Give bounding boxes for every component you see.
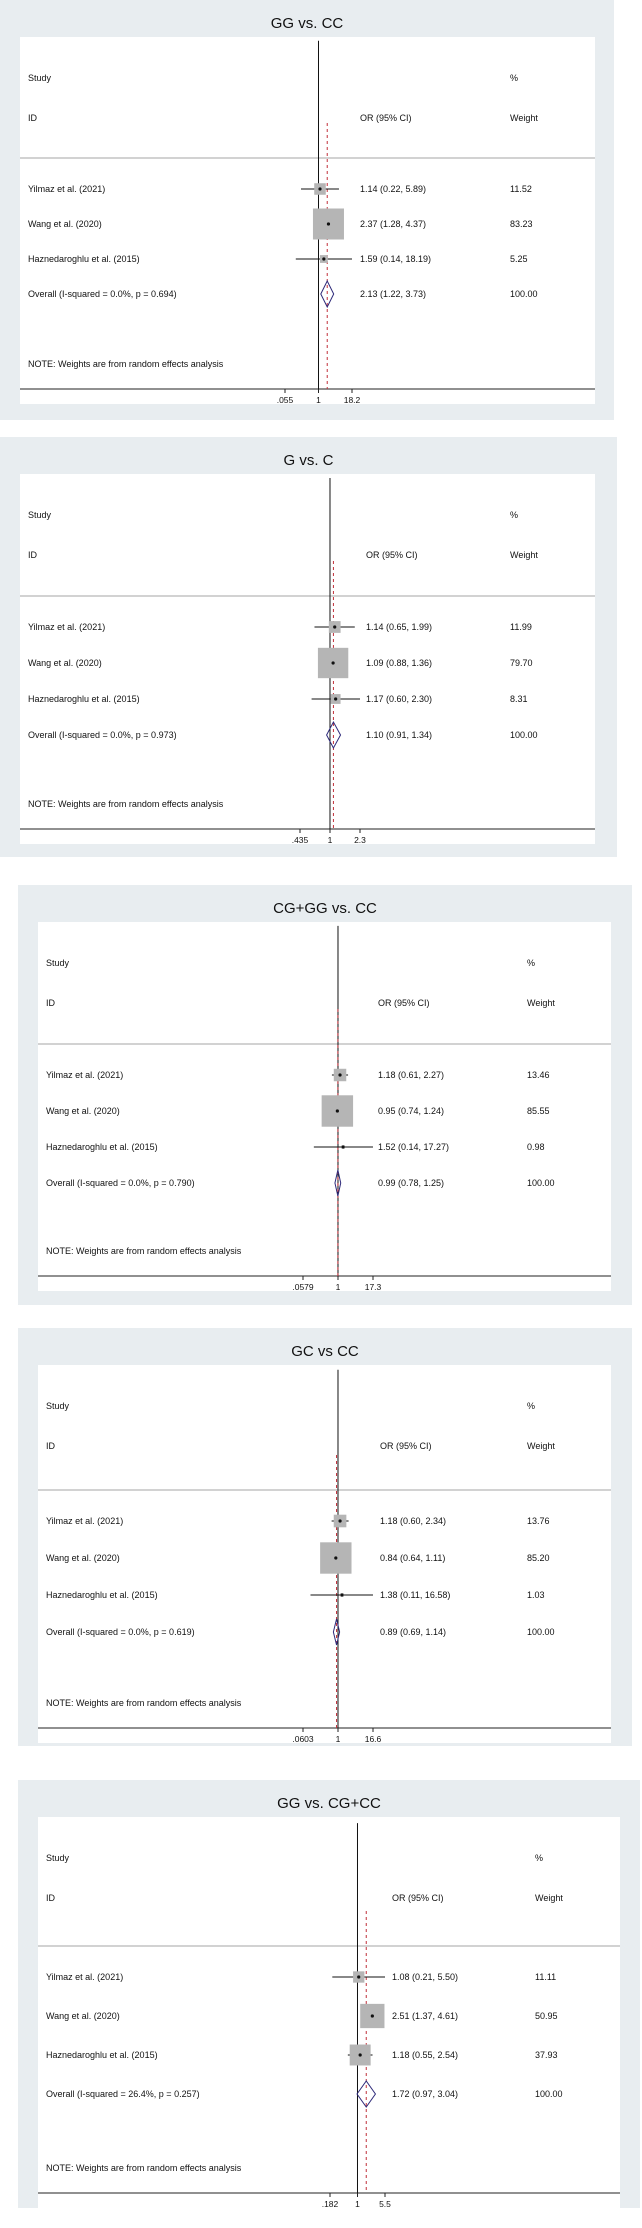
study-weight: 8.31 [510, 694, 528, 704]
study-header: Study [46, 1401, 70, 1411]
overall-label: Overall (I-squared = 0.0%, p = 0.973) [28, 730, 177, 740]
study-or-ci: 1.59 (0.14, 18.19) [360, 254, 432, 264]
plot-background [38, 1817, 620, 2208]
point-estimate [357, 1975, 360, 1978]
study-header: Study [46, 1853, 70, 1863]
weights-note: NOTE: Weights are from random effects analysis [28, 359, 224, 369]
point-estimate [318, 187, 321, 190]
study-or-ci: 1.38 (0.11, 16.58) [380, 1590, 451, 1600]
study-name: Wang et al. (2020) [28, 658, 102, 668]
weight-header: Weight [510, 550, 538, 560]
study-header: Study [46, 958, 70, 968]
weights-note: NOTE: Weights are from random effects analysis [28, 799, 224, 809]
chart-title: GG vs. CC [270, 15, 344, 32]
weights-note: NOTE: Weights are from random effects analysis [46, 1698, 242, 1708]
study-or-ci: 1.17 (0.60, 2.30) [366, 694, 433, 704]
percent-header: % [510, 510, 519, 520]
x-tick-label: 1 [327, 835, 333, 845]
overall-or-ci: 2.13 (1.22, 3.73) [360, 289, 427, 299]
forest-panel [18, 1328, 632, 1746]
study-or-ci: 1.08 (0.21, 5.50) [392, 1972, 459, 1982]
x-tick-label: .055 [276, 395, 294, 405]
study-header: Study [28, 73, 52, 83]
x-tick-label: .435 [291, 835, 309, 845]
or-header: OR (95% CI) [380, 1441, 432, 1451]
x-tick-label: 1 [335, 1734, 341, 1744]
x-tick-label: 5.5 [379, 2199, 391, 2209]
study-weight: 85.20 [527, 1553, 550, 1563]
study-name: Yilmaz et al. (2021) [28, 184, 106, 194]
chart-title: CG+GG vs. CC [273, 900, 377, 917]
id-header: ID [46, 1441, 55, 1451]
point-estimate [336, 1109, 339, 1112]
forest-panel [0, 437, 617, 857]
study-weight: 83.23 [510, 219, 533, 229]
percent-header: % [535, 1853, 544, 1863]
id-header: ID [46, 1893, 55, 1903]
overall-or-ci: 1.72 (0.97, 3.04) [392, 2089, 459, 2099]
forest-plot [38, 1365, 611, 1763]
x-tick-label: 1 [335, 1282, 341, 1292]
study-name: Haznedaroghlu et al. (2015) [46, 1590, 158, 1600]
study-weight: 50.95 [535, 2011, 558, 2021]
study-or-ci: 2.37 (1.28, 4.37) [360, 219, 427, 229]
x-tick-label: .182 [321, 2199, 339, 2209]
id-header: ID [28, 550, 37, 560]
study-weight: 0.98 [527, 1142, 545, 1152]
point-estimate [371, 2014, 374, 2017]
study-name: Haznedaroghlu et al. (2015) [46, 2050, 158, 2060]
study-weight: 13.46 [527, 1070, 550, 1080]
study-or-ci: 1.14 (0.22, 5.89) [360, 184, 427, 194]
study-or-ci: 1.09 (0.88, 1.36) [366, 658, 433, 668]
overall-or-ci: 0.99 (0.78, 1.25) [378, 1178, 445, 1188]
study-header: Study [28, 510, 52, 520]
id-header: ID [46, 998, 55, 1008]
point-estimate [334, 697, 337, 700]
study-name: Yilmaz et al. (2021) [46, 1972, 124, 1982]
overall-label: Overall (I-squared = 0.0%, p = 0.694) [28, 289, 177, 299]
or-header: OR (95% CI) [366, 550, 418, 560]
weights-note: NOTE: Weights are from random effects analysis [46, 1246, 242, 1256]
weights-note: NOTE: Weights are from random effects analysis [46, 2163, 242, 2173]
point-estimate [359, 2053, 362, 2056]
x-tick-label: 2.3 [354, 835, 366, 845]
overall-weight: 100.00 [510, 730, 538, 740]
plot-background [20, 474, 595, 844]
study-weight: 11.52 [510, 184, 532, 194]
study-name: Yilmaz et al. (2021) [46, 1516, 124, 1526]
forest-plot [38, 1817, 620, 2228]
overall-label: Overall (I-squared = 0.0%, p = 0.619) [46, 1627, 195, 1637]
study-name: Wang et al. (2020) [46, 2011, 120, 2021]
study-name: Haznedaroghlu et al. (2015) [46, 1142, 158, 1152]
id-header: ID [28, 113, 37, 123]
study-name: Haznedaroghlu et al. (2015) [28, 254, 140, 264]
point-estimate [327, 222, 330, 225]
study-weight: 5.25 [510, 254, 528, 264]
point-estimate [333, 625, 336, 628]
forest-plot [20, 37, 595, 424]
forest-plot [20, 474, 595, 864]
or-header: OR (95% CI) [360, 113, 412, 123]
study-name: Haznedaroghlu et al. (2015) [28, 694, 140, 704]
weight-header: Weight [527, 998, 555, 1008]
point-estimate [340, 1593, 343, 1596]
overall-or-ci: 1.10 (0.91, 1.34) [366, 730, 433, 740]
weight-header: Weight [527, 1441, 555, 1451]
study-name: Yilmaz et al. (2021) [28, 622, 106, 632]
overall-or-ci: 0.89 (0.69, 1.14) [380, 1627, 447, 1637]
study-weight: 1.03 [527, 1590, 545, 1600]
x-tick-label: 17.3 [364, 1282, 382, 1292]
study-or-ci: 0.95 (0.74, 1.24) [378, 1106, 445, 1116]
overall-weight: 100.00 [527, 1178, 555, 1188]
plot-background [20, 37, 595, 404]
x-tick-label: .0603 [292, 1734, 314, 1744]
x-tick-label: .0579 [292, 1282, 314, 1292]
weight-header: Weight [535, 1893, 563, 1903]
study-or-ci: 1.18 (0.55, 2.54) [392, 2050, 459, 2060]
overall-label: Overall (I-squared = 0.0%, p = 0.790) [46, 1178, 195, 1188]
overall-weight: 100.00 [527, 1627, 555, 1637]
forest-panel [18, 1780, 640, 2208]
study-or-ci: 2.51 (1.37, 4.61) [392, 2011, 459, 2021]
point-estimate [331, 661, 334, 664]
point-estimate [338, 1073, 341, 1076]
overall-label: Overall (I-squared = 26.4%, p = 0.257) [46, 2089, 200, 2099]
percent-header: % [527, 958, 536, 968]
study-weight: 85.55 [527, 1106, 550, 1116]
x-tick-label: 16.6 [364, 1734, 382, 1744]
study-or-ci: 1.18 (0.61, 2.27) [378, 1070, 445, 1080]
study-name: Wang et al. (2020) [46, 1553, 120, 1563]
study-name: Wang et al. (2020) [46, 1106, 120, 1116]
study-or-ci: 0.84 (0.64, 1.11) [380, 1553, 446, 1563]
weight-header: Weight [510, 113, 538, 123]
study-weight: 11.11 [535, 1972, 557, 1982]
study-weight: 13.76 [527, 1516, 550, 1526]
forest-panel [18, 885, 632, 1305]
chart-title: GG vs. CG+CC [277, 1795, 381, 1812]
or-header: OR (95% CI) [378, 998, 430, 1008]
percent-header: % [527, 1401, 536, 1411]
overall-weight: 100.00 [510, 289, 538, 299]
study-name: Wang et al. (2020) [28, 219, 102, 229]
or-header: OR (95% CI) [392, 1893, 444, 1903]
chart-title: GC vs CC [291, 1343, 359, 1360]
forest-plot [38, 922, 611, 1311]
chart-title: G vs. C [283, 452, 334, 469]
study-weight: 11.99 [510, 622, 532, 632]
study-or-ci: 1.14 (0.65, 1.99) [366, 622, 433, 632]
point-estimate [322, 257, 325, 260]
point-estimate [338, 1519, 341, 1522]
point-estimate [334, 1556, 337, 1559]
study-or-ci: 1.18 (0.60, 2.34) [380, 1516, 447, 1526]
study-name: Yilmaz et al. (2021) [46, 1070, 124, 1080]
x-tick-label: 18.2 [343, 395, 361, 405]
study-weight: 79.70 [510, 658, 533, 668]
percent-header: % [510, 73, 519, 83]
study-weight: 37.93 [535, 2050, 558, 2060]
point-estimate [342, 1145, 345, 1148]
x-tick-label: 1 [355, 2199, 360, 2209]
overall-weight: 100.00 [535, 2089, 563, 2099]
study-or-ci: 1.52 (0.14, 17.27) [378, 1142, 450, 1152]
forest-panel [0, 0, 614, 420]
x-tick-label: 1 [316, 395, 321, 405]
